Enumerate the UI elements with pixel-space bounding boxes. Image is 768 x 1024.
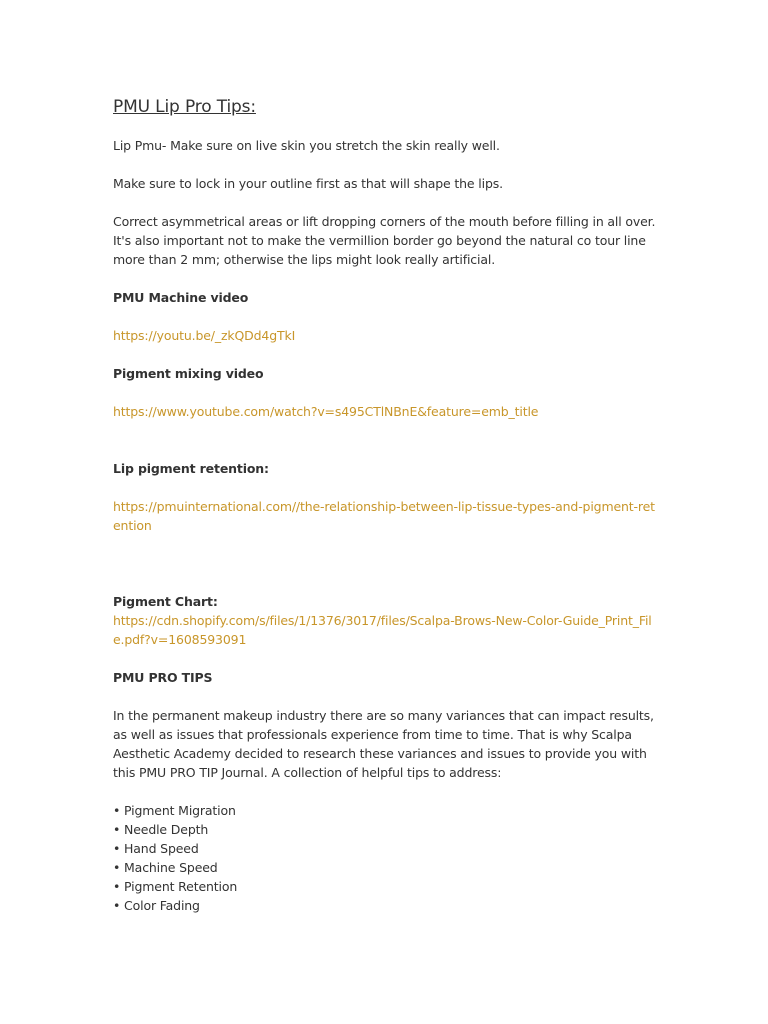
tip-paragraph-stretch-skin: Lip Pmu- Make sure on live skin you stretch the skin really well. — [113, 138, 500, 153]
pigment-chart-link[interactable]: https://cdn.shopify.com/s/files/1/1376/3017/files/Scalpa-Brows-New-Color-Guide_Print_File.pdf?v=1608593091 — [113, 613, 652, 647]
tips-bullet-list — [113, 801, 658, 915]
list-item: • Pigment Migration — [113, 801, 658, 820]
tip-paragraph-outline: Make sure to lock in your outline first as that will shape the lips. — [113, 176, 503, 191]
lip-retention-heading: Lip pigment retention: — [113, 461, 269, 476]
pigment-mixing-link[interactable]: https://www.youtube.com/watch?v=s495CTlNBnE&feature=emb_title — [113, 404, 539, 419]
list-item: • Color Fading — [113, 896, 658, 915]
tip-paragraph-vermillion: It's also important not to make the vermillion border go beyond the natural co tour line more than 2 mm; otherwise the lips might look really artificial. — [113, 233, 646, 267]
pigment-chart-heading: Pigment Chart: — [113, 594, 218, 609]
list-item: • Machine Speed — [113, 858, 658, 877]
list-item: • Pigment Retention — [113, 877, 658, 896]
machine-video-link[interactable]: https://youtu.be/_zkQDd4gTkI — [113, 328, 296, 343]
pro-tips-body: In the permanent makeup industry there are so many variances that can impact results, as well as issues that professionals experience from time to time. That is why Scalpa Aesthetic Academy decided to research these variances and issues to provide you with this PMU PRO TIP Journal. A collection of helpful tips to address: — [113, 708, 654, 780]
machine-video-heading: PMU Machine video — [113, 290, 249, 305]
pro-tips-heading: PMU PRO TIPS — [113, 670, 213, 685]
tip-paragraph-asymmetry: Correct asymmetrical areas or lift dropping corners of the mouth before filling in all over. — [113, 214, 656, 229]
page-title: PMU Lip Pro Tips: — [113, 97, 256, 117]
pigment-mixing-heading: Pigment mixing video — [113, 366, 264, 381]
lip-retention-link[interactable]: https://pmuinternational.com//the-relationship-between-lip-tissue-types-and-pigment-retention — [113, 499, 655, 533]
list-item: • Needle Depth — [113, 820, 658, 839]
document-page — [113, 96, 658, 915]
list-item: • Hand Speed — [113, 839, 658, 858]
